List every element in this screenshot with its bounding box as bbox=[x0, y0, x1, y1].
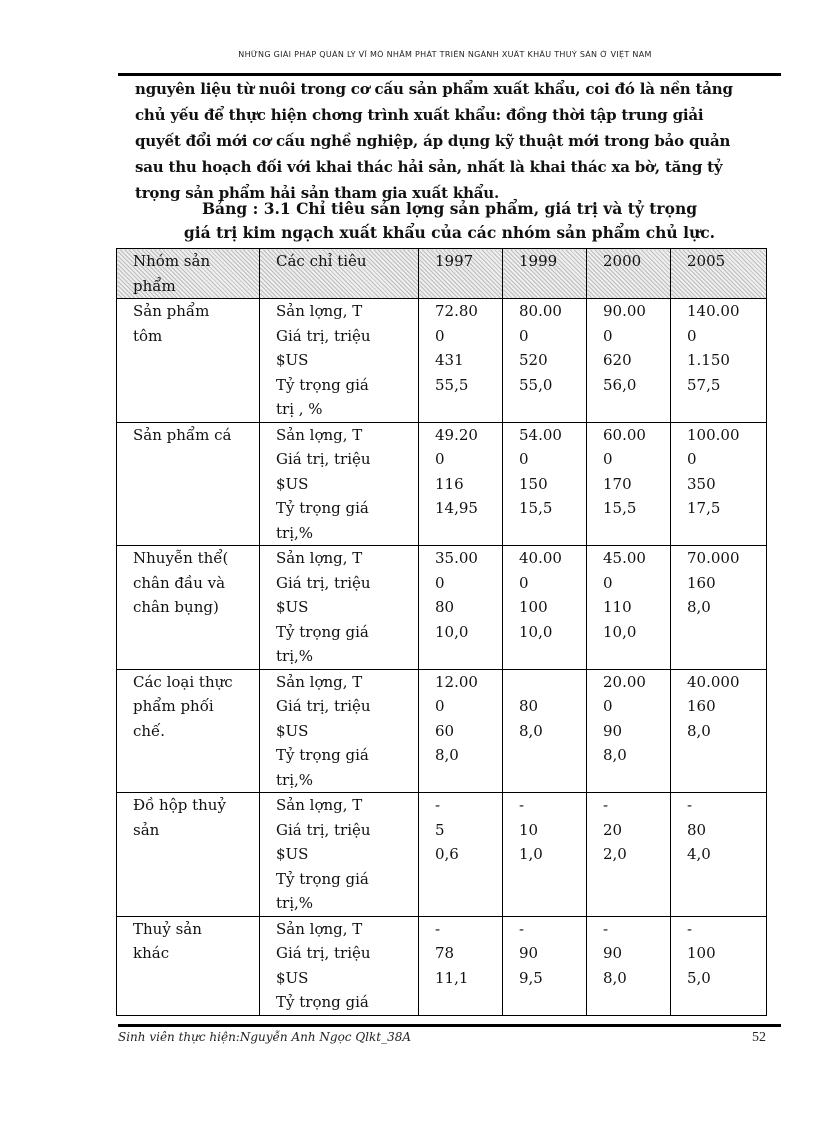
column-header bbox=[503, 249, 587, 299]
cell-line: 5,0 bbox=[687, 968, 711, 987]
cell-line: Sản phẩm cá bbox=[133, 425, 232, 444]
cell-line: 0 bbox=[603, 450, 613, 468]
cell-line: sản bbox=[133, 820, 160, 839]
paragraph-line: chủ yếu để thực hiện chơng trình xuất khẩu: đồng thời tập trung giải bbox=[135, 106, 704, 124]
caption-line-1: Bảng : 3.1 Chỉ tiêu sản lợng sản phẩm, giá trị và tỷ trọng bbox=[201, 199, 698, 218]
value-cell bbox=[503, 793, 587, 917]
cell-line: 15,5 bbox=[519, 499, 553, 517]
cell-line: Tỷ trọng giá bbox=[276, 499, 369, 517]
cell-line: 11,1 bbox=[435, 968, 469, 987]
footer-student: Sinh viên thực hiện:Nguyễn Anh Ngọc Qlkt_38A bbox=[118, 1030, 412, 1044]
export-indicators-table bbox=[116, 248, 767, 1016]
paragraph-line: quyết đổi mới cơ cấu nghề nghiệp, áp dụng kỹ thuật mới trong bảo quản bbox=[135, 132, 731, 150]
value-cell bbox=[587, 916, 671, 1015]
cell-line: Các loại thực bbox=[133, 672, 233, 691]
cell-line: Sản lợng, T bbox=[276, 796, 363, 814]
cell-line: Sản lợng, T bbox=[276, 425, 363, 444]
cell-line: - bbox=[435, 796, 441, 814]
column-header bbox=[117, 249, 260, 299]
cell-line: 150 bbox=[519, 474, 548, 493]
cell-line: 8,0 bbox=[519, 721, 543, 740]
cell-line: - bbox=[603, 796, 609, 814]
cell-line: 80 bbox=[687, 820, 707, 839]
cell-line: 80 bbox=[435, 598, 455, 616]
cell-line: 8,0 bbox=[603, 968, 627, 987]
cell-line: Thuỷ sản bbox=[133, 919, 202, 938]
cell-line: 0 bbox=[435, 326, 445, 345]
cell-line bbox=[519, 670, 586, 695]
paragraph-line: nguyên liệu từ nuôi trong cơ cấu sản phẩm xuất khẩu, coi đó là nền tảng bbox=[135, 80, 733, 98]
cell-line: 35.00 bbox=[435, 549, 478, 567]
cell-line: Đồ hộp thuỷ bbox=[133, 796, 226, 814]
caption-line-2: giá trị kim ngạch xuất khẩu của các nhóm sản phẩm chủ lực. bbox=[183, 223, 716, 242]
cell-line: 5 bbox=[435, 820, 445, 839]
cell-line: 15,5 bbox=[603, 499, 637, 517]
cell-line: Sản lợng, T bbox=[276, 919, 363, 938]
product-group-cell bbox=[117, 669, 260, 793]
cell-line: Tỷ trọng giá bbox=[276, 375, 369, 394]
cell-line: 0,6 bbox=[435, 845, 459, 863]
cell-line: 60 bbox=[435, 721, 455, 740]
running-header: NHỮNG GIẢI PHÁP QUẢN LÝ VĨ MÔ NHẰM PHÁT TRIỂN NGÀNH XUẤT KHẨU THUỶ SẢN Ở VIỆT NAM bbox=[238, 50, 652, 59]
indicator-cell bbox=[260, 916, 419, 1015]
cell-line: 0 bbox=[603, 697, 613, 715]
cell-line: $US bbox=[276, 845, 309, 863]
cell-line: $US bbox=[276, 351, 309, 369]
cell-line: Giá trị, triệu bbox=[276, 820, 371, 839]
cell-line: 116 bbox=[435, 474, 464, 493]
cell-line: $US bbox=[276, 598, 309, 616]
cell-line: 14,95 bbox=[435, 499, 478, 517]
cell-line: Sản lợng, T bbox=[276, 549, 363, 567]
cell-line: 0 bbox=[603, 573, 613, 592]
cell-line: 1,0 bbox=[519, 845, 543, 863]
table-row bbox=[117, 793, 767, 917]
cell-line: $US bbox=[276, 721, 309, 740]
value-cell bbox=[503, 669, 587, 793]
cell-line: - bbox=[603, 919, 609, 938]
cell-line: 8,0 bbox=[687, 721, 711, 740]
cell-line: 55,5 bbox=[435, 375, 469, 394]
indicator-cell bbox=[260, 422, 419, 546]
cell-line: Giá trị, triệu bbox=[276, 326, 371, 345]
product-group-cell bbox=[117, 916, 260, 1015]
cell-line: 100 bbox=[519, 598, 548, 616]
cell-line: 1997 bbox=[435, 252, 474, 270]
product-group-cell bbox=[117, 546, 260, 670]
product-group-cell bbox=[117, 299, 260, 423]
cell-line: 90.00 bbox=[603, 302, 646, 320]
cell-line: - bbox=[435, 919, 441, 938]
cell-line: 56,0 bbox=[603, 375, 637, 394]
cell-line: Các chỉ tiêu bbox=[276, 252, 367, 270]
cell-line: Giá trị, triệu bbox=[276, 697, 371, 715]
value-cell bbox=[503, 916, 587, 1015]
cell-line: 40.00 bbox=[519, 549, 562, 567]
cell-line: 20.00 bbox=[603, 672, 646, 691]
column-header bbox=[419, 249, 503, 299]
cell-line: 10 bbox=[519, 820, 539, 839]
table-row bbox=[117, 422, 767, 546]
cell-line: trị , % bbox=[276, 400, 323, 418]
cell-line: 4,0 bbox=[687, 845, 711, 863]
cell-line: 431 bbox=[435, 351, 464, 369]
cell-line: Tỷ trọng giá bbox=[276, 622, 369, 641]
cell-line: 9,5 bbox=[519, 968, 543, 987]
cell-line: Sản phẩm bbox=[133, 302, 210, 320]
cell-line: 140.00 bbox=[687, 302, 740, 320]
cell-line: 0 bbox=[519, 450, 529, 468]
cell-line: $US bbox=[276, 474, 309, 493]
cell-line: 170 bbox=[603, 474, 632, 493]
table-row bbox=[117, 916, 767, 1015]
cell-line: 520 bbox=[519, 351, 548, 369]
value-cell bbox=[587, 546, 671, 670]
value-cell bbox=[419, 916, 503, 1015]
cell-line: 2,0 bbox=[603, 845, 627, 863]
cell-line: chân bụng) bbox=[133, 598, 219, 616]
cell-line: 70.000 bbox=[687, 549, 740, 567]
cell-line: 49.20 bbox=[435, 425, 478, 444]
product-group-cell bbox=[117, 422, 260, 546]
cell-line: $US bbox=[276, 968, 309, 987]
cell-line: 60.00 bbox=[603, 425, 646, 444]
cell-line: 100 bbox=[687, 944, 716, 962]
cell-line: 8,0 bbox=[435, 746, 459, 764]
cell-line: - bbox=[519, 796, 525, 814]
cell-line: 54.00 bbox=[519, 425, 562, 444]
cell-line: 40.000 bbox=[687, 672, 740, 691]
cell-line: 8,0 bbox=[603, 746, 627, 764]
value-cell bbox=[503, 422, 587, 546]
cell-line: Tỷ trọng giá bbox=[276, 993, 369, 1011]
cell-line: 620 bbox=[603, 351, 632, 369]
value-cell bbox=[587, 422, 671, 546]
footer-divider bbox=[118, 1024, 781, 1027]
table-caption bbox=[118, 197, 781, 245]
cell-line: tôm bbox=[133, 326, 163, 345]
cell-line: 17,5 bbox=[687, 499, 721, 517]
cell-line: Tỷ trọng giá bbox=[276, 746, 369, 764]
cell-line: 55,0 bbox=[519, 375, 553, 394]
cell-line: 0 bbox=[687, 326, 697, 345]
cell-line: phẩm phối bbox=[133, 697, 214, 715]
cell-line: 100.00 bbox=[687, 425, 740, 444]
value-cell bbox=[587, 669, 671, 793]
cell-line: 1.150 bbox=[687, 351, 730, 369]
table-header-row bbox=[117, 249, 767, 299]
cell-line: 10,0 bbox=[603, 622, 637, 641]
cell-line: 12.00 bbox=[435, 672, 478, 691]
column-header bbox=[260, 249, 419, 299]
paragraph-line: sau thu hoạch đối với khai thác hải sản, nhất là khai thác xa bờ, tăng tỷ bbox=[135, 158, 723, 176]
indicator-cell bbox=[260, 669, 419, 793]
value-cell bbox=[419, 299, 503, 423]
cell-line: 90 bbox=[603, 721, 623, 740]
table-row bbox=[117, 546, 767, 670]
cell-line: 0 bbox=[687, 450, 697, 468]
cell-line: 110 bbox=[603, 598, 632, 616]
cell-line: 2005 bbox=[687, 252, 726, 270]
cell-line: Sản lợng, T bbox=[276, 672, 363, 691]
cell-line: trị,% bbox=[276, 647, 314, 665]
cell-line: 10,0 bbox=[519, 622, 553, 641]
cell-line: 0 bbox=[519, 326, 529, 345]
column-header bbox=[671, 249, 767, 299]
cell-line: 80 bbox=[519, 697, 539, 715]
cell-line: Giá trị, triệu bbox=[276, 944, 371, 962]
cell-line: khác bbox=[133, 944, 170, 962]
cell-line: trị,% bbox=[276, 523, 314, 542]
cell-line: - bbox=[687, 796, 693, 814]
cell-line: Giá trị, triệu bbox=[276, 450, 371, 468]
body-paragraph bbox=[135, 76, 740, 206]
cell-line: 78 bbox=[435, 944, 455, 962]
cell-line: phẩm bbox=[133, 276, 176, 295]
value-cell bbox=[671, 793, 767, 917]
cell-line: chế. bbox=[133, 721, 166, 740]
value-cell bbox=[419, 422, 503, 546]
cell-line: 10,0 bbox=[435, 622, 469, 641]
cell-line: 72.80 bbox=[435, 302, 478, 320]
cell-line: 0 bbox=[435, 573, 445, 592]
cell-line: 20 bbox=[603, 820, 623, 839]
cell-line: 45.00 bbox=[603, 549, 646, 567]
cell-line: 90 bbox=[603, 944, 623, 962]
cell-line: chân đầu và bbox=[133, 573, 226, 592]
cell-line: 57,5 bbox=[687, 375, 721, 394]
cell-line: 2000 bbox=[603, 252, 642, 270]
paragraph-line: trọng sản phẩm hải sản tham gia xuất khẩu. bbox=[135, 184, 500, 202]
cell-line: - bbox=[687, 919, 693, 938]
value-cell bbox=[671, 422, 767, 546]
cell-line: trị,% bbox=[276, 770, 314, 789]
cell-line: Sản lợng, T bbox=[276, 302, 363, 320]
indicator-cell bbox=[260, 546, 419, 670]
cell-line: Giá trị, triệu bbox=[276, 573, 371, 592]
cell-line: Nhuyễn thể( bbox=[133, 549, 229, 567]
cell-line: 0 bbox=[603, 326, 613, 345]
value-cell bbox=[503, 546, 587, 670]
value-cell bbox=[587, 793, 671, 917]
indicator-cell bbox=[260, 793, 419, 917]
cell-line: trị,% bbox=[276, 894, 314, 912]
indicator-cell bbox=[260, 299, 419, 423]
value-cell bbox=[419, 546, 503, 670]
value-cell bbox=[419, 669, 503, 793]
value-cell bbox=[671, 299, 767, 423]
cell-line: Nhóm sản bbox=[133, 252, 211, 270]
cell-line: 0 bbox=[435, 450, 445, 468]
value-cell bbox=[419, 793, 503, 917]
cell-line: 90 bbox=[519, 944, 539, 962]
cell-line: 1999 bbox=[519, 252, 558, 270]
table-row bbox=[117, 299, 767, 423]
cell-line: 8,0 bbox=[687, 598, 711, 616]
value-cell bbox=[671, 669, 767, 793]
value-cell bbox=[671, 546, 767, 670]
cell-line: 0 bbox=[435, 697, 445, 715]
cell-line: Tỷ trọng giá bbox=[276, 869, 369, 888]
value-cell bbox=[587, 299, 671, 423]
page-number: 52 bbox=[752, 1030, 766, 1045]
cell-line: 80.00 bbox=[519, 302, 562, 320]
value-cell bbox=[671, 916, 767, 1015]
cell-line: 160 bbox=[687, 573, 716, 592]
value-cell bbox=[503, 299, 587, 423]
cell-line: 0 bbox=[519, 573, 529, 592]
product-group-cell bbox=[117, 793, 260, 917]
table-row bbox=[117, 669, 767, 793]
cell-line: 160 bbox=[687, 697, 716, 715]
cell-line: 350 bbox=[687, 474, 716, 493]
column-header bbox=[587, 249, 671, 299]
cell-line: - bbox=[519, 919, 525, 938]
